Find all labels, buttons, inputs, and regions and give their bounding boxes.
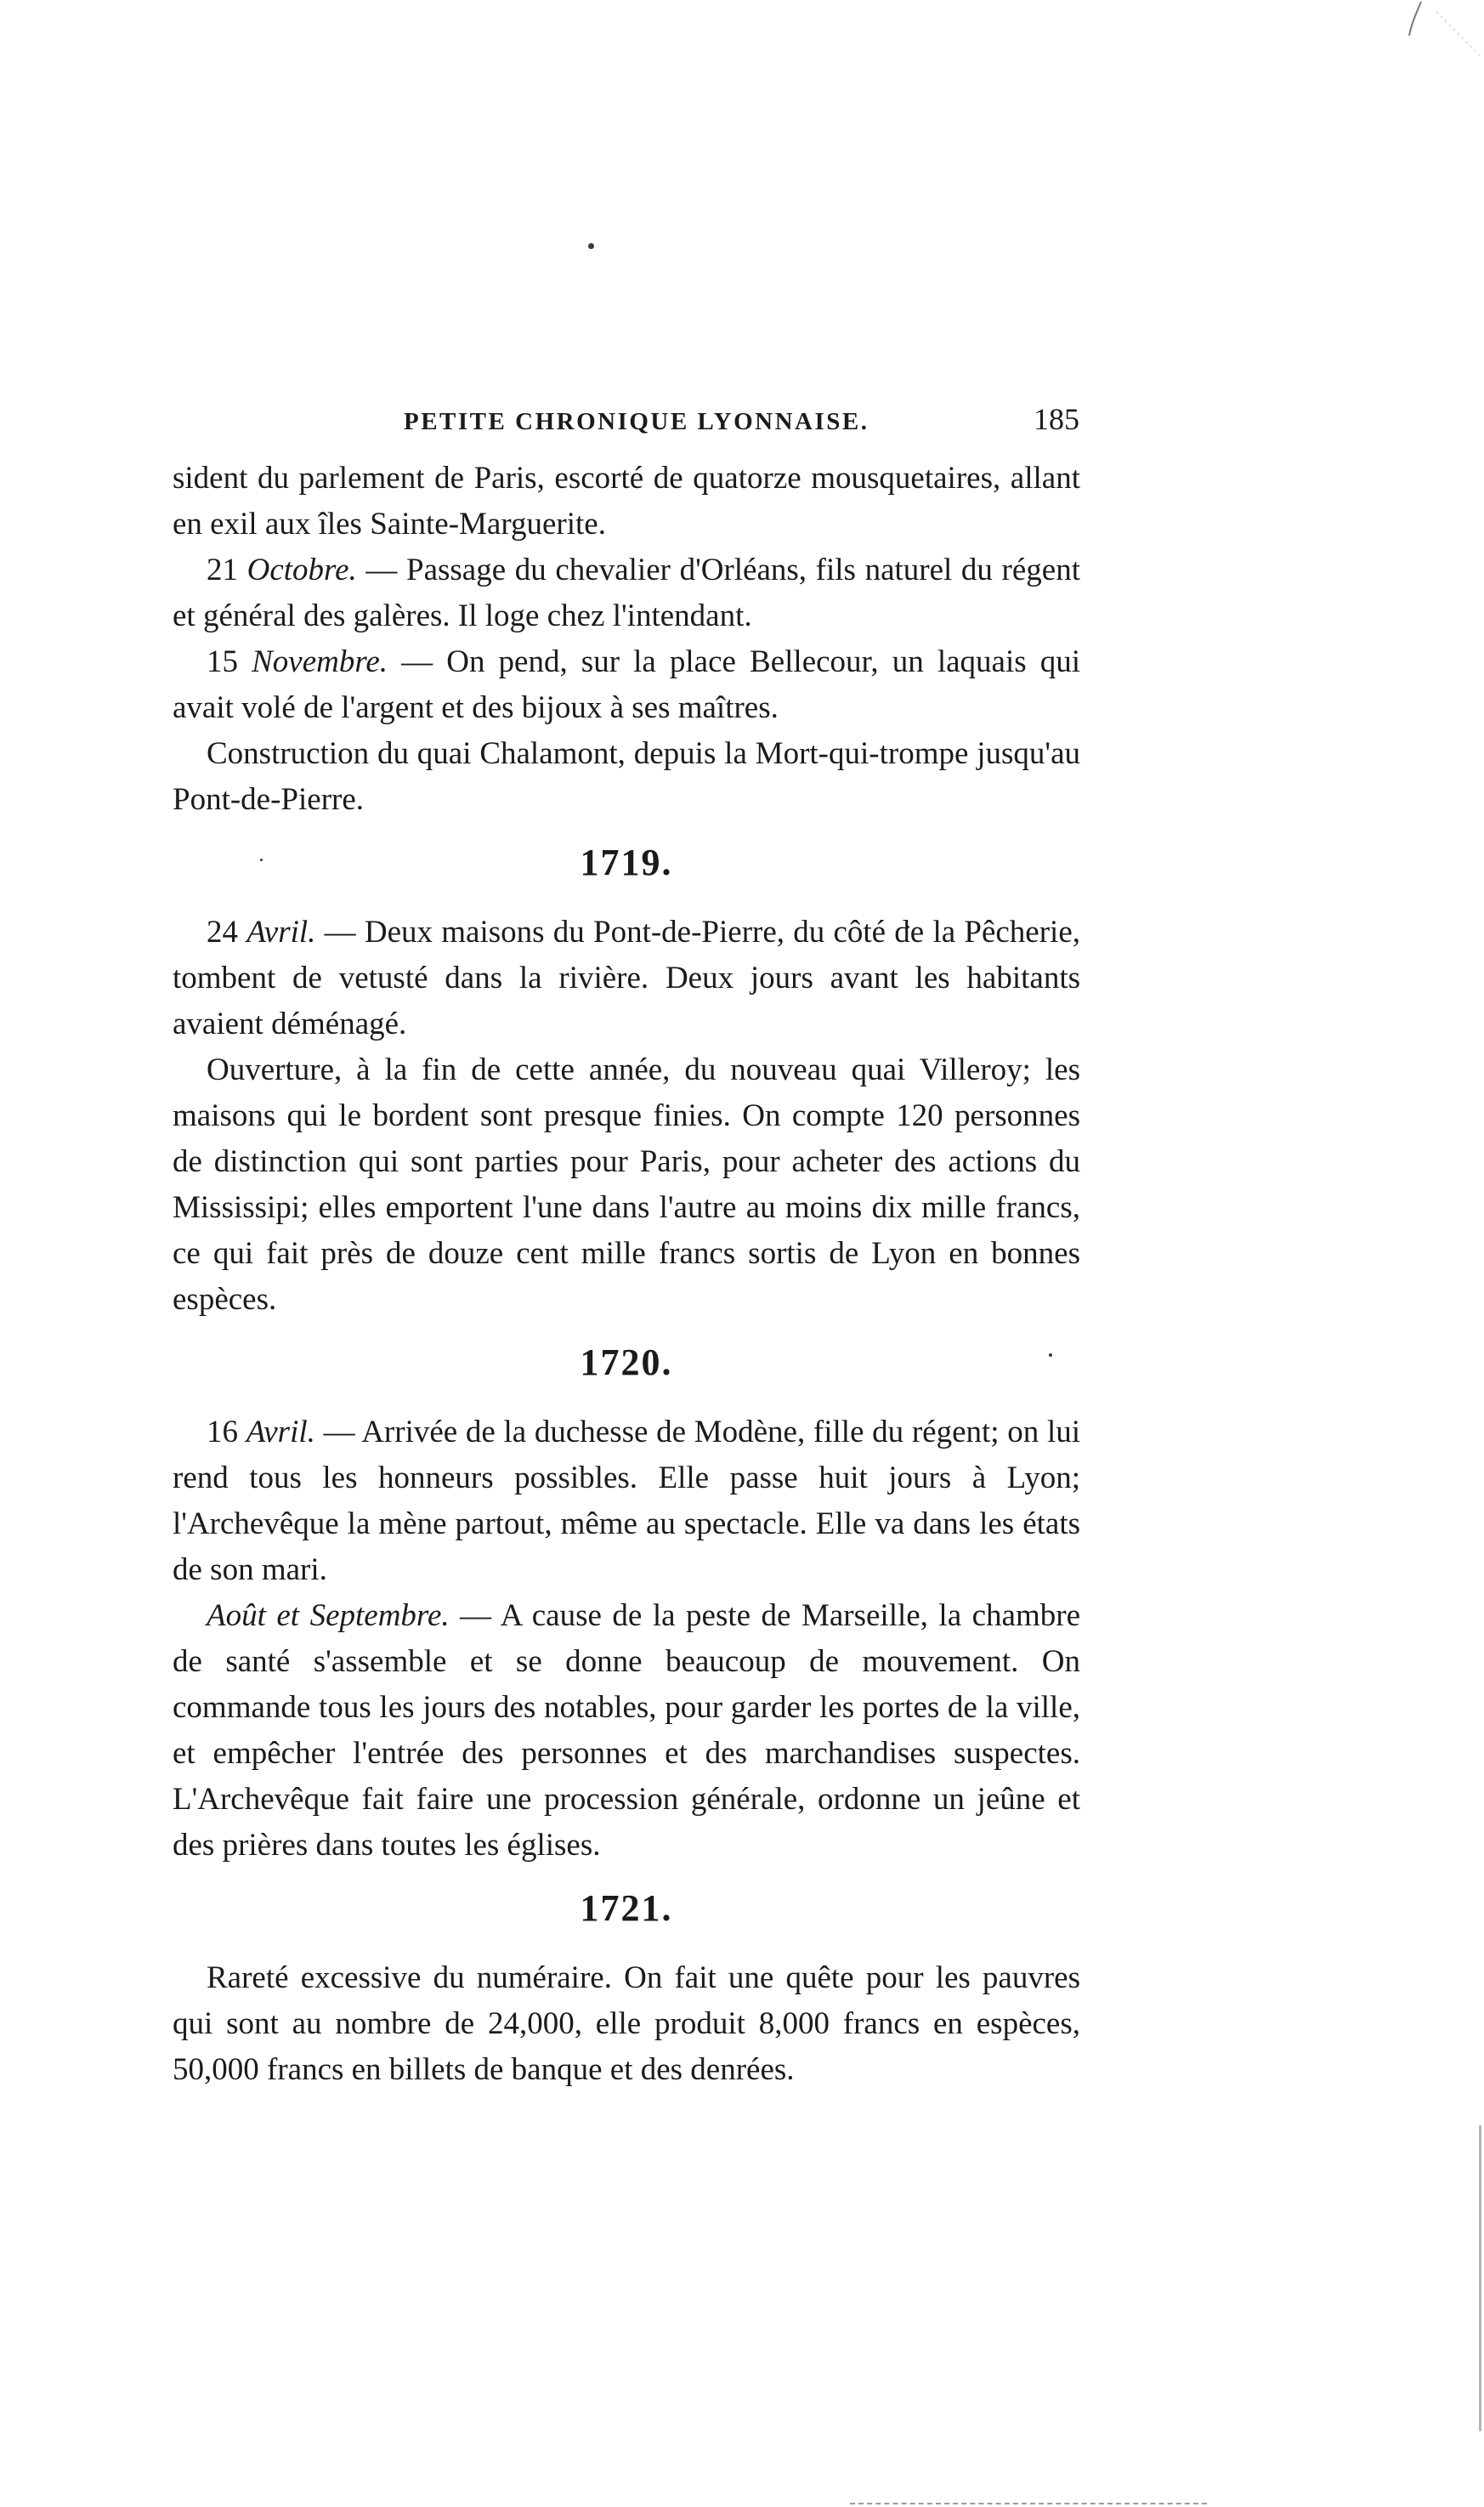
date-label: Août et Septembre. [207,1598,450,1633]
pencil-mark [1402,0,1484,68]
paragraph [173,1955,1080,2093]
paragraph [173,1409,1080,1593]
date-day: 16 [207,1415,246,1449]
paragraph [173,547,1080,639]
paragraph [173,1047,1080,1323]
paragraph-text: Construction du quai Chalamont, depuis la Mort-qui-trompe jusqu'au Pont-de-Pierre. [173,736,1080,817]
paragraph-text: — A cause de la peste de Marseille, la chambre de santé s'assemble et se donne beaucoup de mouvement. On commande tous les jours des notables, pour garder les portes de la ville, et empêcher l'entrée des personnes et des marchandises suspectes. L'Archevêque fait faire une procession générale, ordonne un jeûne et des prières dans toutes les églises. [173,1598,1080,1863]
paragraph-text: — Deux maisons du Pont-de-Pierre, du côté de la Pêcherie, tombent de vetusté dans la rivière. Deux jours avant les habitants avaient déménagé. [173,915,1081,1041]
date-day: 21 [207,553,247,587]
date-day: 24 [207,915,247,950]
paragraph [173,731,1080,823]
paragraph [173,639,1080,731]
bottom-edge-mark [850,2503,1207,2506]
paragraph [173,456,1080,547]
date-label: Avril. [246,1415,315,1449]
paragraph-text: — Passage du chevalier d'Orléans, fils naturel du régent et général des galères. Il loge chez l'intendant. [173,553,1080,633]
paragraph-text: — On pend, sur la place Bellecour, un laquais qui avait volé de l'argent et des bijoux à ses maîtres. [173,644,1080,725]
year-heading: 1719. [580,842,673,883]
date-label: Avril. [246,915,316,950]
paragraph [173,1593,1080,1869]
paragraph-text: Ouverture, à la fin de cette année, du nouveau quai Villeroy; les maisons qui le bordent sont presque finies. On compte 120 personnes de distinction qui sont parties pour Paris, pour acheter des actions du Mississipi; elles emportent l'une dans l'autre au moins dix mille francs, ce qui fait près de douze cent mille francs sortis de Lyon en bonnes espèces. [173,1052,1080,1317]
date-label: Octobre. [246,553,357,587]
date-label: Novembre. [252,644,388,679]
paragraph-text: — Arrivée de la duchesse de Modène, fille du régent; on lui rend tous les honneurs possibles. Elle passe huit jours à Lyon; l'Archevêque la mène partout, même au spectacle. Elle va dans les états de son mari. [173,1415,1081,1587]
ink-speck [588,243,594,249]
year-heading: 1720. [580,1341,673,1383]
page-edge-shadow [1479,2125,1481,2431]
year-heading: 1721. [580,1887,673,1929]
chronicle-text [173,456,1080,2093]
paragraph-text: sident du parlement de Paris, escorté de quatorze mousquetaires, allant en exil aux îles Sainte-Marguerite. [173,461,1080,542]
running-title: PETITE CHRONIQUE LYONNAISE. [404,408,869,435]
page-header [170,401,1079,452]
date-day: 15 [207,644,252,679]
page-number: 185 [1034,402,1079,436]
paragraph [173,910,1080,1047]
paragraph-text: Rareté excessive du numéraire. On fait une quête pour les pauvres qui sont au nombre de 24,000, elle produit 8,000 francs en espèces, 50,000 francs en billets de banque et des denrées. [173,1960,1080,2087]
